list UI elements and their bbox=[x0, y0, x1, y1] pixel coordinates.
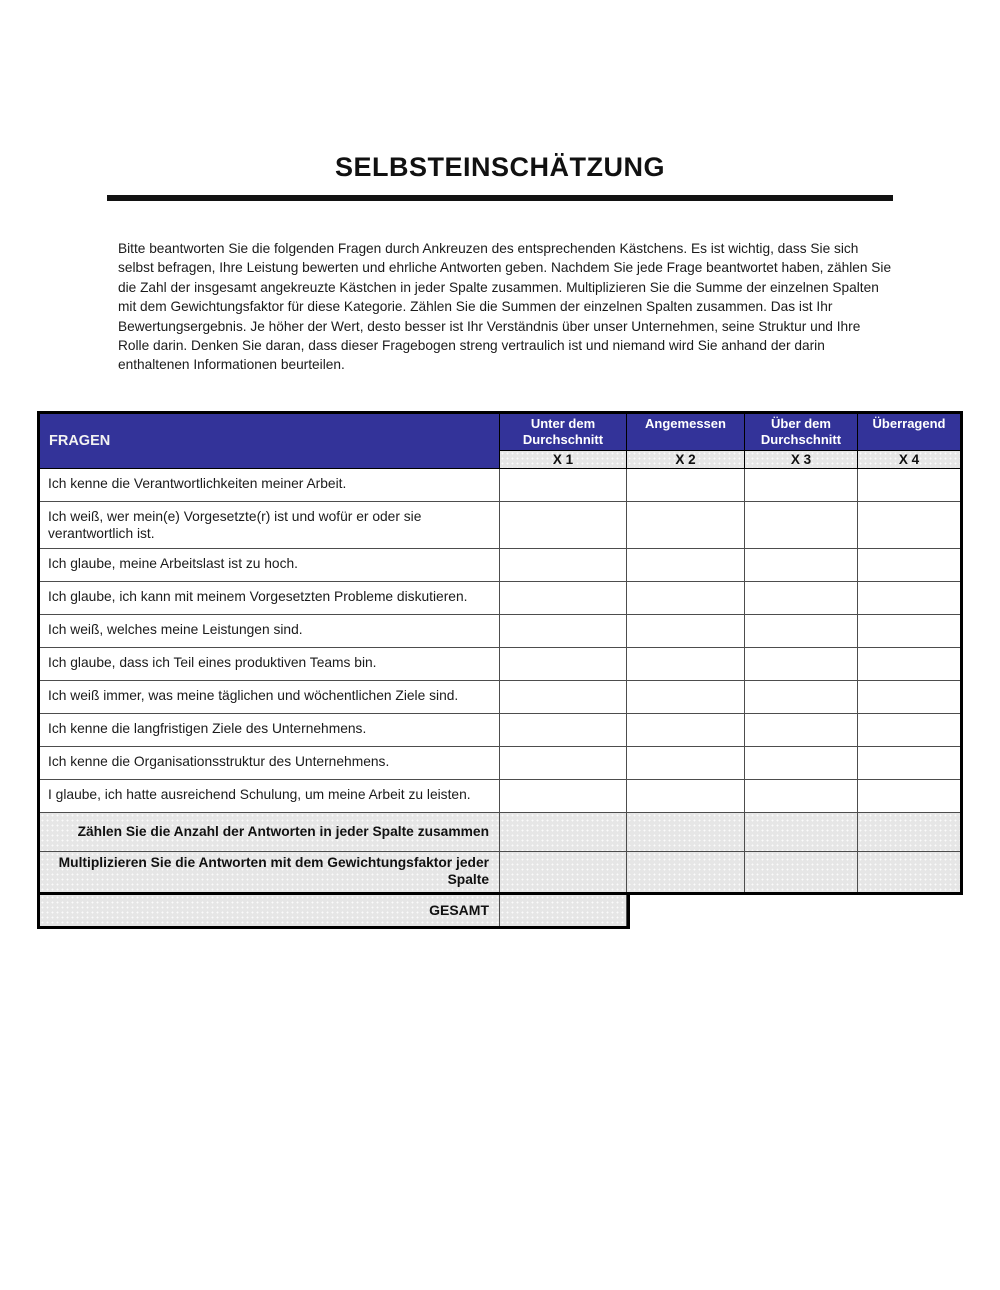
question-row bbox=[40, 582, 960, 615]
total-label: GESAMT bbox=[40, 895, 500, 926]
question-label: Ich glaube, ich kann mit meinem Vorgesetzten Probleme diskutieren. bbox=[40, 582, 500, 615]
question-row bbox=[40, 615, 960, 648]
summary-row bbox=[40, 852, 960, 892]
rating-column-label: Überragend bbox=[858, 414, 960, 451]
answer-cell-x4[interactable] bbox=[858, 714, 960, 747]
assessment-table bbox=[37, 411, 963, 929]
question-row bbox=[40, 648, 960, 681]
rating-factor-cell: X 1 bbox=[500, 451, 626, 468]
answer-cell-x1[interactable] bbox=[500, 714, 627, 747]
answer-cell-x1[interactable] bbox=[500, 615, 627, 648]
answer-cell-x1[interactable] bbox=[500, 681, 627, 714]
rating-factor-cell: X 3 bbox=[745, 451, 857, 468]
answer-cell-x3[interactable] bbox=[745, 780, 858, 813]
page-title: SELBSTEINSCHÄTZUNG bbox=[334, 152, 665, 182]
answer-cell-x3[interactable] bbox=[745, 469, 858, 502]
question-row bbox=[40, 714, 960, 747]
answer-cell-x1[interactable] bbox=[500, 469, 627, 502]
question-label: Ich weiß, wer mein(e) Vorgesetzte(r) ist und wofür er oder sie verantwortlich ist. bbox=[40, 502, 500, 549]
question-label: Ich glaube, meine Arbeitslast ist zu hoch. bbox=[40, 549, 500, 582]
answer-cell-x3[interactable] bbox=[745, 549, 858, 582]
table-header-row bbox=[40, 414, 960, 469]
question-row bbox=[40, 502, 960, 549]
answer-cell-x1[interactable] bbox=[500, 502, 627, 549]
question-label: Ich kenne die langfristigen Ziele des Unternehmens. bbox=[40, 714, 500, 747]
answer-cell-x4[interactable] bbox=[858, 747, 960, 780]
summary-rows bbox=[40, 813, 960, 892]
answer-cell-x2[interactable] bbox=[627, 615, 745, 648]
column-total-cell-x4[interactable] bbox=[858, 852, 960, 892]
answer-cell-x2[interactable] bbox=[627, 747, 745, 780]
summary-row bbox=[40, 813, 960, 852]
column-total-cell-x2[interactable] bbox=[627, 813, 745, 852]
answer-cell-x3[interactable] bbox=[745, 747, 858, 780]
question-label: Ich weiß, welches meine Leistungen sind. bbox=[40, 615, 500, 648]
answer-cell-x3[interactable] bbox=[745, 502, 858, 549]
question-row bbox=[40, 469, 960, 502]
rating-factor-cell: X 2 bbox=[627, 451, 744, 468]
total-row bbox=[37, 895, 630, 929]
answer-cell-x3[interactable] bbox=[745, 681, 858, 714]
answer-cell-x2[interactable] bbox=[627, 469, 745, 502]
rating-column-header-x3 bbox=[745, 414, 858, 469]
answer-cell-x2[interactable] bbox=[627, 502, 745, 549]
intro-paragraph: Bitte beantworten Sie die folgenden Fragen durch Ankreuzen des entsprechenden Kästchens. Es ist wichtig, dass Sie sich selbst befragen, Ihre Leistung bewerten und ehrliche Antworten geben. Nachdem Sie jede Frage beantwortet haben, zählen Sie die Zahl der insgesamt angekreuzte Kästchen in jeder Spalte zusammen. Multiplizieren Sie die Summe der einzelnen Spalten mit dem Gewichtungsfaktor für diese Kategorie. Zählen Sie die Summen der einzelnen Spalten zusammen. Das ist Ihr Bewertungsergebnis. Je höher der Wert, desto besser ist Ihr Verständnis über unser Unternehmen, seine Struktur und Ihre Rolle darin. Denken Sie daran, dass dieser Fragebogen streng vertraulich ist und niemand wird Sie anhand der darin enthaltenen Informationen beurteilen. bbox=[118, 241, 892, 373]
assessment-table-main bbox=[37, 411, 963, 895]
answer-cell-x4[interactable] bbox=[858, 681, 960, 714]
column-total-cell-x1[interactable] bbox=[500, 852, 627, 892]
answer-cell-x4[interactable] bbox=[858, 780, 960, 813]
question-row bbox=[40, 747, 960, 780]
answer-cell-x2[interactable] bbox=[627, 582, 745, 615]
rating-column-label: Angemessen bbox=[627, 414, 744, 451]
answer-cell-x4[interactable] bbox=[858, 469, 960, 502]
question-row bbox=[40, 780, 960, 813]
answer-cell-x3[interactable] bbox=[745, 648, 858, 681]
answer-cell-x2[interactable] bbox=[627, 648, 745, 681]
answer-cell-x4[interactable] bbox=[858, 615, 960, 648]
question-label: I glaube, ich hatte ausreichend Schulung, um meine Arbeit zu leisten. bbox=[40, 780, 500, 813]
question-row bbox=[40, 549, 960, 582]
rating-factor-cell: X 4 bbox=[858, 451, 960, 468]
column-total-cell-x2[interactable] bbox=[627, 852, 745, 892]
grand-total-cell[interactable] bbox=[500, 895, 627, 926]
answer-cell-x4[interactable] bbox=[858, 582, 960, 615]
question-label: Ich weiß immer, was meine täglichen und wöchentlichen Ziele sind. bbox=[40, 681, 500, 714]
column-total-cell-x3[interactable] bbox=[745, 852, 858, 892]
answer-cell-x4[interactable] bbox=[858, 502, 960, 549]
question-row bbox=[40, 681, 960, 714]
answer-cell-x3[interactable] bbox=[745, 582, 858, 615]
answer-cell-x4[interactable] bbox=[858, 648, 960, 681]
summary-label: Multiplizieren Sie die Antworten mit dem Gewichtungsfaktor jeder Spalte bbox=[40, 852, 500, 892]
rating-column-header-x1 bbox=[500, 414, 627, 469]
rating-column-header-x4 bbox=[858, 414, 960, 469]
answer-cell-x3[interactable] bbox=[745, 714, 858, 747]
fragen-header-label: FRAGEN bbox=[49, 432, 111, 449]
answer-cell-x1[interactable] bbox=[500, 582, 627, 615]
question-rows bbox=[40, 469, 960, 813]
answer-cell-x1[interactable] bbox=[500, 747, 627, 780]
rating-column-label: Unter dem Durchschnitt bbox=[500, 414, 626, 451]
rating-column-header-x2 bbox=[627, 414, 745, 469]
answer-cell-x4[interactable] bbox=[858, 549, 960, 582]
column-total-cell-x4[interactable] bbox=[858, 813, 960, 852]
fragen-header-cell bbox=[40, 414, 500, 469]
answer-cell-x2[interactable] bbox=[627, 714, 745, 747]
answer-cell-x3[interactable] bbox=[745, 615, 858, 648]
question-label: Ich glaube, dass ich Teil eines produktiven Teams bin. bbox=[40, 648, 500, 681]
answer-cell-x1[interactable] bbox=[500, 648, 627, 681]
question-label: Ich kenne die Organisationsstruktur des Unternehmens. bbox=[40, 747, 500, 780]
answer-cell-x1[interactable] bbox=[500, 780, 627, 813]
answer-cell-x2[interactable] bbox=[627, 780, 745, 813]
answer-cell-x2[interactable] bbox=[627, 681, 745, 714]
column-total-cell-x3[interactable] bbox=[745, 813, 858, 852]
rating-column-label: Über dem Durchschnitt bbox=[745, 414, 857, 451]
column-total-cell-x1[interactable] bbox=[500, 813, 627, 852]
answer-cell-x2[interactable] bbox=[627, 549, 745, 582]
summary-label: Zählen Sie die Anzahl der Antworten in jeder Spalte zusammen bbox=[40, 813, 500, 852]
answer-cell-x1[interactable] bbox=[500, 549, 627, 582]
question-label: Ich kenne die Verantwortlichkeiten meiner Arbeit. bbox=[40, 469, 500, 502]
title-divider bbox=[107, 195, 893, 201]
